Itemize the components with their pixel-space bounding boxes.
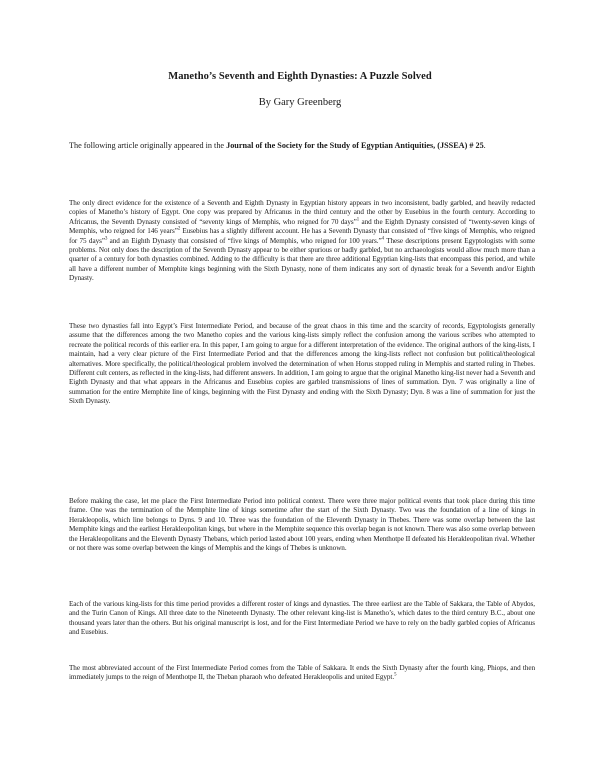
footnote-ref-3: 3 xyxy=(104,236,108,242)
paragraph-text: and an Eighth Dynasty that consisted of “five kings of Memphis, who reigned for 100 years.” xyxy=(107,236,382,245)
paragraph-text: Eusebius has a slightly different account. He has a Seventh Dynasty that consisted of “five kings of Memphis, who reigned for 75 days” xyxy=(69,227,536,245)
footnote-ref-4: 4 xyxy=(381,236,384,242)
intro-suffix: . xyxy=(483,141,486,150)
footnote-ref-1: 1 xyxy=(356,217,360,223)
paragraph-5 xyxy=(69,664,535,683)
paragraph-1 xyxy=(69,199,535,284)
article-title: Manetho’s Seventh and Eighth Dynasties: A Puzzle Solved xyxy=(168,71,432,82)
footnote-ref-2: 2 xyxy=(177,226,181,232)
publication-note xyxy=(69,141,535,152)
paragraph-text: The most abbreviated account of the First Intermediate Period comes from the Table of Sakkara. It ends the Sixth Dynasty after the fourth king, Phiops, and then immediately jumps to the reign of Menthotpe II, the Theban pharaoh who defeated Herakleopolis and united Egypt. xyxy=(69,664,535,682)
paragraph-4: Each of the various king-lists for this time period provides a different roster of kings and dynasties. The three earliest are the Table of Sakkara, the Table of Abydos, and the Turin Canon of Kings. All three date to the Nineteenth Dynasty. The other relevant king-list is Manetho’s, which dates to the third century B.C., about one thousand years later than the others. But his original manuscript is lost, and for the First Intermediate Period we have to rely on the badly garbled copies of Africanus and Eusebius. xyxy=(69,600,535,637)
intro-prefix: The following article originally appeared in the xyxy=(69,141,227,150)
paragraph-2: These two dynasties fall into Egypt’s First Intermediate Period, and because of the great chaos in this time and the scarcity of records, Egyptologists generally assume that the differences among the two Manetho copies and the various king-lists simply reflect the confusion among the various scribes who attempted to recreate the political records of this earlier era. In this paper, I am going to argue for a different interpretation of the evidence. The original authors of the king-lists, I maintain, had a very clear picture of the First Intermediate Period and that the differences among the king-lists reflect not confusion but political/theological alternatives. More specifically, the political/theological problem involved the determination of when Horus stopped ruling in Memphis and started ruling in Thebes. Different cult centers, as reflected in the king-lists, had different answers. In addition, I am going to argue that the original Manetho king-list never had a Seventh and Eighth Dynasty and that what appears in the Africanus and Eusebius copies are garbled transmissions of lines of summation. Dyn. 7 was originally a line of summation for the entire Memphite line of kings, beginning with the First Dynasty and ending with the Sixth Dynasty; Dyn. 8 was a line of summation for just the Sixth Dynasty. xyxy=(69,322,535,406)
journal-issue: (JSSEA) # 25 xyxy=(437,141,484,150)
author-byline: By Gary Greenberg xyxy=(258,97,342,108)
paragraph-text: These descriptions present Egyptologists with some problems. Not only does the description of the Seventh Dynasty appear to be either spurious or badly garbled, but no archaeologists would allow much more than a quarter of a century for both dynasties combined. Adding to the difficulty is that there are three additional Egyptian king-lists that encompass this period, and while all have a different number of Memphite kings beginning with the Sixth Dynasty, none of them indicates any sort of dynastic break for a Seventh and/or Eighth Dynasty. xyxy=(69,236,535,283)
footnote-ref-5: 5 xyxy=(394,673,397,679)
paragraph-text: and the Eighth Dynasty consisted of “twenty-seven kings of Memphis, who reigned for 146 years” xyxy=(69,217,535,236)
paragraph-text: The only direct evidence for the existence of a Seventh and Eighth Dynasty in Egyptian history appears in two inconsistent, badly garbled, and heavily redacted copies of Manetho’s history of Egypt. One copy was prepared by Africanus in the third century and the other by Eusebius in the fourth century. According to Africanus, the Seventh Dynasty consisted of “seventy kings of Memphis, who reigned for 70 days” xyxy=(69,199,535,226)
paragraph-3: Before making the case, let me place the First Intermediate Period into political context. There were three major political events that took place during this time frame. One was the termination of the Memphite line of kings sometime after the start of the Sixth Dynasty. Two was the foundation of a line of kings in Herakleopolis, which line belongs to Dyns. 9 and 10. Three was the foundation of the Eleventh Dynasty in Thebes. There was some overlap between the last Memphite kings and the earliest Herakleopolitan kings, but where in the Memphite sequence this overlap began is not known. There was also some overlap between the Herakleopolitans and the Eleventh Dynasty Thebans, which period lasted about 100 years, ending when Menthotpe II defeated his Herakleopolitan rival. Whether or not there was some overlap between the kings of Memphis and the kings of Thebes is unknown. xyxy=(69,497,535,553)
intro-comma: , xyxy=(433,141,438,150)
journal-name: Journal of the Society for the Study of Egyptian Antiquities xyxy=(226,141,434,150)
